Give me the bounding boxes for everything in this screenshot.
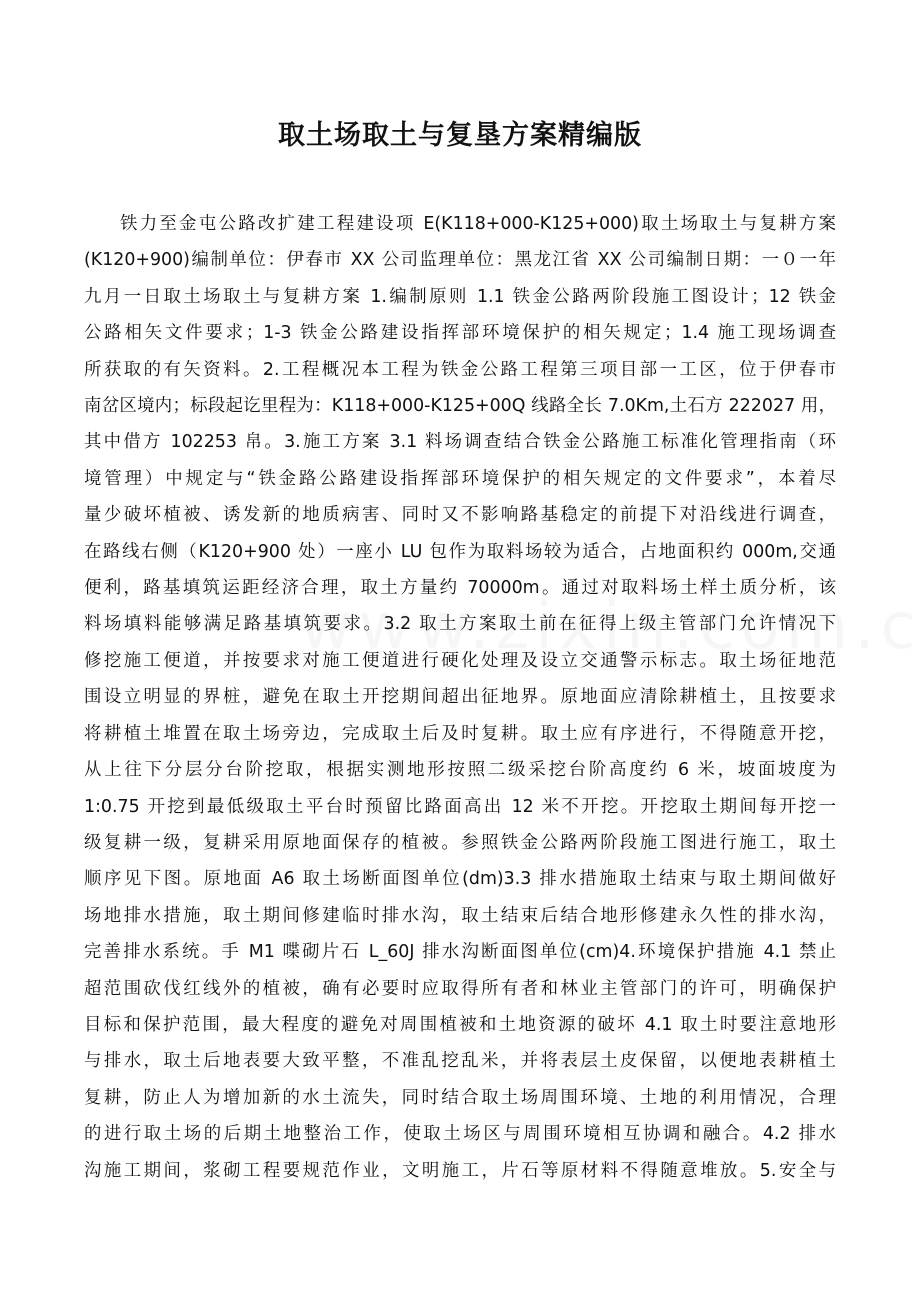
text-line: 料场填料能够满足路基填筑要求。3.2 取土方案取土前在征得上级主管部门允许情况下 [84, 614, 836, 635]
text-line: 场地排水措施，取土期间修建临时排水沟，取土结束后结合地形修建永久性的排水沟， [84, 905, 836, 926]
text-line: 将耕植土堆置在取土场旁边，完成取土后及时复耕。取土应有序进行，不得随意开挖， [84, 723, 836, 744]
text-line: 量少破坏植被、诱发新的地质病害、同时又不影响路基稳定的前提下对沿线进行调查， [84, 505, 836, 526]
text-line: 修挖施工便道，并按要求对施工便道进行硬化处理及设立交通警示标志。取土场征地范 [84, 650, 836, 671]
text-line: 从上往下分层分台阶挖取，根据实测地形按照二级采挖台阶高度约 6 米，坡面坡度为 [84, 760, 836, 781]
text-line: 围设立明显的界桩，避免在取土开挖期间超出征地界。原地面应清除耕植土，且按要求 [84, 687, 836, 708]
text-line: 与排水，取土后地表要大致平整，不准乱挖乱米，并将表层土皮保留，以便地表耕植土 [84, 1051, 836, 1072]
text-line: 复耕，防止人为增加新的水土流失，同时结合取土场周围环境、土地的利用情况，合理 [84, 1087, 836, 1108]
text-line: 级复耕一级，复耕采用原地面保存的植被。参照铁金公路两阶段施工图进行施工，取土 [84, 832, 836, 853]
document-title: 取土场取土与复垦方案精编版 [278, 120, 642, 151]
text-line: 九月一日取土场取土与复耕方案 1.编制原则 1.1 铁金公路两阶段施工图设计；12 铁金 [84, 286, 836, 307]
text-line: 便利，路基填筑运距经济合理，取土方量约 70000m。通过对取料场土样土质分析，该 [84, 578, 836, 599]
text-line: 的进行取土场的后期土地整治工作，使取土场区与周围环境相互协调和融合。4.2 排水 [84, 1124, 836, 1145]
text-line: 超范围砍伐红线外的植被，确有必要时应取得所有者和林业主管部门的许可，明确保护 [84, 978, 836, 999]
text-line: 铁力至金屯公路改扩建工程建设项 E(K118+000-K125+000)取土场取土与复耕方案 [120, 214, 836, 234]
text-line: 境管理）中规定与“铁金路公路建设指挥部环境保护的相矢规定的文件要求”，本着尽 [84, 468, 836, 489]
text-line: 完善排水系统。手 M1 喋砌片石 L_60J 排水沟断面图单位(cm)4.环境保护措施 4.1 禁止 [84, 942, 836, 963]
text-line: 公路相矢文件要求；1-3 铁金公路建设指挥部环境保护的相矢规定；1.4 施工现场调查 [84, 323, 836, 344]
text-line: 1:0.75 开挖到最低级取土平台时预留比路面高出 12 米不开挖。开挖取土期间每开挖一 [84, 796, 836, 817]
text-line: 顺序见下图。原地面 A6 取土场断面图单位(dm)3.3 排水措施取土结束与取土期间做好 [84, 869, 836, 890]
text-line: 其中借方 102253 帛。3.施工方案 3.1 料场调查结合铁金公路施工标准化管理指南（环 [84, 432, 836, 453]
text-line: 沟施工期间，浆砌工程要规范作业，文明施工，片石等原材料不得随意堆放。5.安全与 [84, 1160, 836, 1181]
body-paragraph [84, 206, 836, 1189]
text-line: (K120+900)编制单位：伊春市 XX 公司监理单位：黑龙江省 XX 公司编制日期：一０一年 [84, 250, 836, 271]
text-line: 南岔区境内；标段起讫里程为：K118+000-K125+00Q 线路全长 7.0Km,土石方 222027 用， [84, 396, 836, 417]
text-line: 所获取的有矢资料。2.工程概况本工程为铁金公路工程第三项目部一工区，位于伊春市 [84, 359, 836, 380]
text-line: 在路线右侧（K120+900 处）一座小 LU 包作为取料场较为适合，占地面积约 000m,交通 [84, 541, 836, 562]
text-line: 目标和保护范围，最大程度的避免对周围植被和土地资源的破坏 4.1 取土时要注意地形 [84, 1014, 836, 1035]
